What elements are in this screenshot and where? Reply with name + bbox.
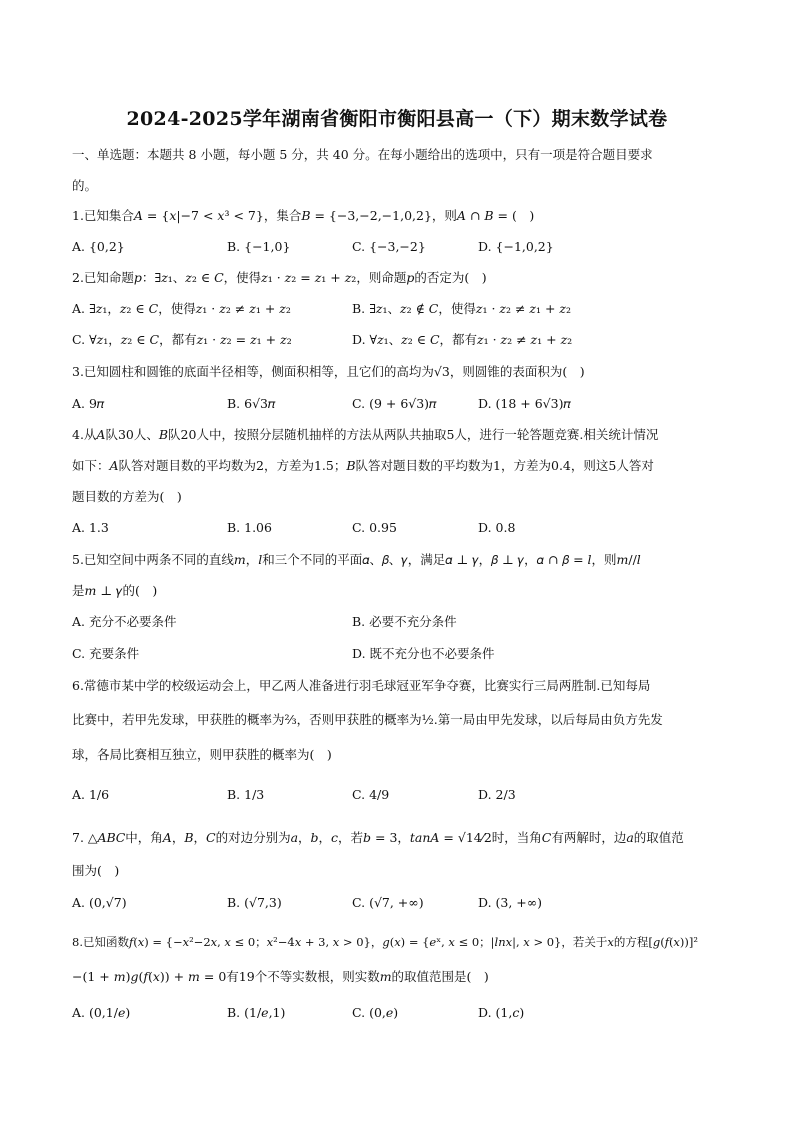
question-8-stem-line-1: 8.已知函数𝑓(𝑥) = {−𝑥²−2𝑥, 𝑥 ≤ 0；𝑥²−4𝑥 + 3, 𝑥 > 0}，𝑔(𝑥) = {𝑒ˣ, 𝑥 ≤ 0；|𝑙𝑛𝑥|, 𝑥 > 0}，若关于𝑥的方程[𝑔(𝑓(𝑥))]² [72,935,698,949]
question-4-option-c: C. 0.95 [352,520,397,535]
question-7-option-c: C. (√7, +∞) [352,895,424,910]
question-3-option-a: A. 9𝜋 [72,396,105,411]
question-5-option-d: D. 既不充分也不必要条件 [352,646,495,661]
question-7-stem-line-1: 7. △𝐴𝐵𝐶中，角𝐴，𝐵，𝐶的对边分别为𝑎，𝑏，𝑐，若𝑏 = 3，𝑡𝑎𝑛𝐴 = √14⁄2时，当角𝐶有两解时，边𝑎的取值范 [72,830,684,845]
question-2-option-a: A. ∃𝑧₁，𝑧₂ ∈ 𝐶，使得𝑧₁ · 𝑧₂ ≠ 𝑧₁ + 𝑧₂ [72,301,291,316]
question-5-option-a: A. 充分不必要条件 [72,614,177,629]
question-6-option-c: C. 4/9 [352,787,390,802]
question-7-option-b: B. (√7,3) [227,895,282,910]
question-7-option-d: D. (3, +∞) [478,895,543,910]
question-5-option-c: C. 充要条件 [72,646,140,661]
question-5-stem-line-2: 是𝑚 ⊥ 𝛾的( ) [72,583,158,598]
question-2-stem: 2.已知命题𝑝：∃𝑧₁、𝑧₂ ∈ 𝐶，使得𝑧₁ · 𝑧₂ = 𝑧₁ + 𝑧₂，则命题𝑝的否定为( ) [72,270,487,285]
question-5-stem-line-1: 5.已知空间中两条不同的直线𝑚，𝑙和三个不同的平面𝛼、𝛽、𝛾，满足𝛼 ⊥ 𝛾，𝛽 ⊥ 𝛾，𝛼 ∩ 𝛽 = 𝑙，则𝑚//𝑙 [72,552,641,567]
question-6-option-d: D. 2/3 [478,787,516,802]
question-1-option-d: D. {−1,0,2} [478,239,554,254]
section-heading-line-1: 一、单选题：本题共 8 小题，每小题 5 分，共 40 分。在每小题给出的选项中，只有一项是符合题目要求 [72,147,653,162]
question-6-stem-line-1: 6.常德市某中学的校级运动会上，甲乙两人准备进行羽毛球冠亚军争夺赛，比赛实行三局两胜制.已知每局 [72,678,651,693]
question-2-option-c: C. ∀𝑧₁，𝑧₂ ∈ 𝐶，都有𝑧₁ · 𝑧₂ = 𝑧₁ + 𝑧₂ [72,332,292,347]
question-6-stem-line-3: 球，各局比赛相互独立，则甲获胜的概率为( ) [72,747,332,762]
question-1-option-b: B. {−1,0} [227,239,291,254]
question-2-option-b: B. ∃𝑧₁、𝑧₂ ∉ 𝐶，使得𝑧₁ · 𝑧₂ ≠ 𝑧₁ + 𝑧₂ [352,301,572,316]
question-1-option-a: A. {0,2} [72,239,125,254]
question-6-stem-line-2: 比赛中，若甲先发球，甲获胜的概率为²⁄₃，否则甲获胜的概率为¹⁄₂.第一局由甲先发球，以后每局由负方先发 [72,712,663,727]
question-5-option-b: B. 必要不充分条件 [352,614,457,629]
question-8-stem-line-2: −(1 + 𝑚)𝑔(𝑓(𝑥)) + 𝑚 = 0有19个不等实数根，则实数𝑚的取值范围是( ) [72,969,489,984]
section-heading-line-2: 的。 [72,178,98,193]
question-8-option-c: C. (0,𝑒) [352,1005,399,1020]
question-8-option-d: D. (1,𝑐) [478,1005,525,1020]
question-8-option-a: A. (0,1/𝑒) [72,1005,131,1020]
exam-title: 2024-2025学年湖南省衡阳市衡阳县高一（下）期末数学试卷 [126,108,668,130]
question-4-stem-line-2: 如下：𝐴队答对题目数的平均数为2，方差为1.5；𝐵队答对题目数的平均数为1，方差为0.4，则这5人答对 [72,458,654,473]
question-7-stem-line-2: 围为( ) [72,863,120,878]
question-4-stem-line-1: 4.从𝐴队30人、𝐵队20人中，按照分层随机抽样的方法从两队共抽取5人，进行一轮答题竞赛.相关统计情况 [72,427,659,442]
question-7-option-a: A. (0,√7) [72,895,127,910]
question-3-option-b: B. 6√3𝜋 [227,396,276,411]
question-4-option-d: D. 0.8 [478,520,516,535]
question-3-option-c: C. (9 + 6√3)𝜋 [352,396,437,411]
question-1-stem: 1.已知集合𝐴 = {𝑥|−7 < 𝑥³ < 7}，集合𝐵 = {−3,−2,−1,0,2}，则𝐴 ∩ 𝐵 = ( ) [72,208,535,223]
question-1-option-c: C. {−3,−2} [352,239,426,254]
question-3-option-d: D. (18 + 6√3)𝜋 [478,396,571,411]
question-6-option-a: A. 1/6 [72,787,110,802]
question-4-option-b: B. 1.06 [227,520,272,535]
question-4-stem-line-3: 题目数的方差为( ) [72,489,182,504]
question-2-option-d: D. ∀𝑧₁、𝑧₂ ∈ 𝐶，都有𝑧₁ · 𝑧₂ ≠ 𝑧₁ + 𝑧₂ [352,332,573,347]
question-6-option-b: B. 1/3 [227,787,265,802]
question-3-stem: 3.已知圆柱和圆锥的底面半径相等，侧面积相等，且它们的高均为√3，则圆锥的表面积为( ) [72,364,585,379]
question-8-option-b: B. (1/𝑒,1) [227,1005,286,1020]
question-4-option-a: A. 1.3 [72,520,109,535]
